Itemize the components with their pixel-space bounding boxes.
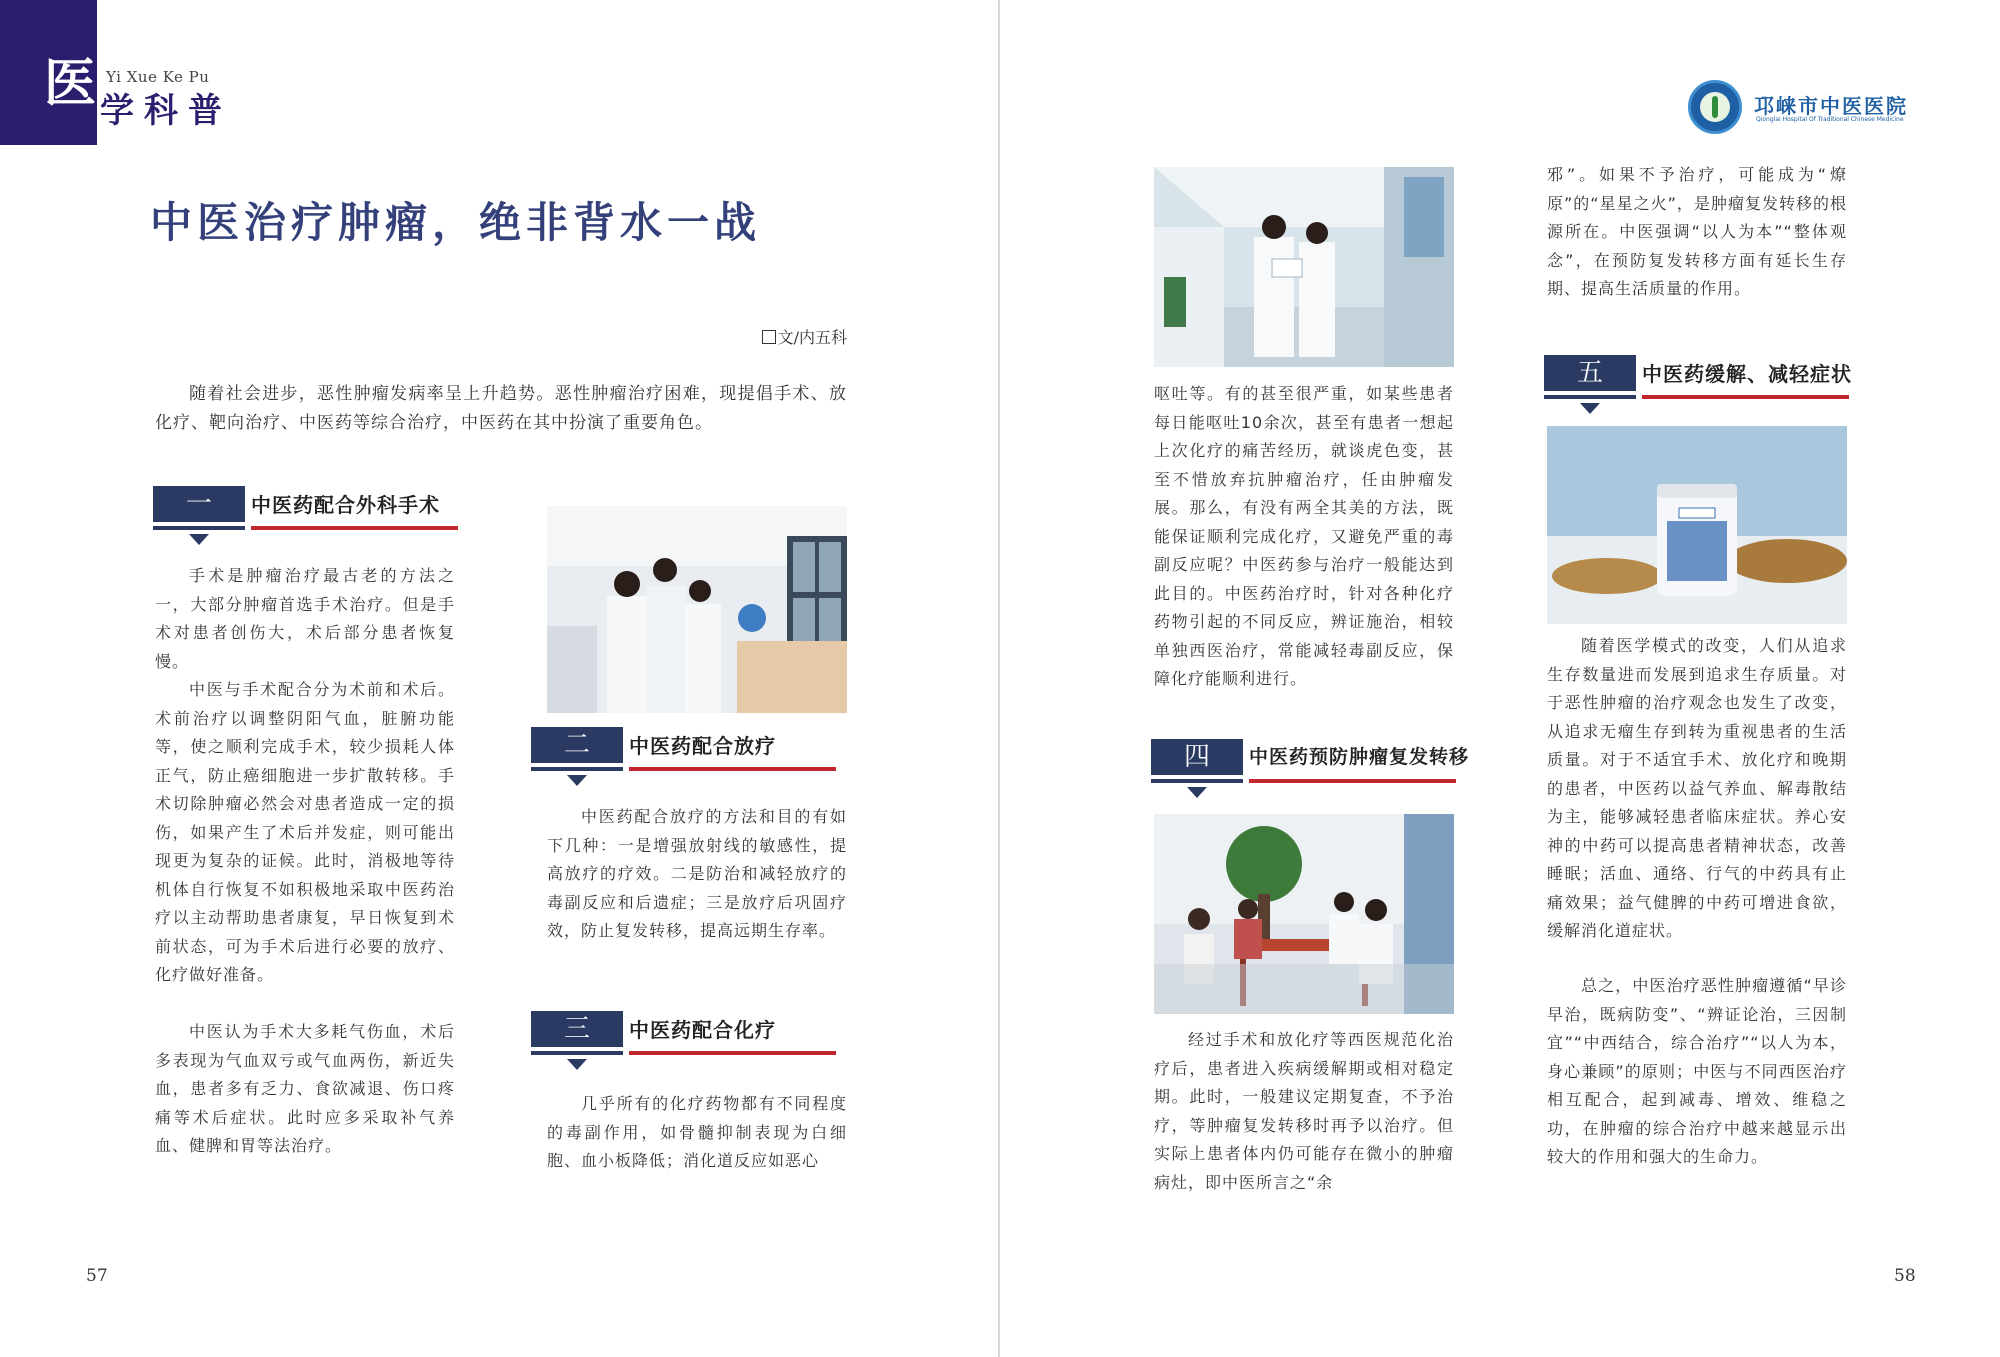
section-bar-dark xyxy=(531,1051,623,1055)
section-bar-dark xyxy=(153,526,245,530)
photo-doctors-xray xyxy=(547,506,847,713)
intro-paragraph: 随着社会进步，恶性肿瘤发病率呈上升趋势。恶性肿瘤治疗困难，现提倡手术、放化疗、靶向治疗、中医药等综合治疗，中医药在其中扮演了重要角色。 xyxy=(155,384,847,433)
section-heading-5 xyxy=(1544,355,1852,417)
section-heading-3 xyxy=(531,1011,836,1073)
article-title: 中医治疗肿瘤，绝非背水一战 xyxy=(150,198,762,247)
page-number-right: 58 xyxy=(1894,1266,1916,1286)
byline-box-icon xyxy=(762,330,776,344)
section-3-paragraph-1: 几乎所有的化疗药物都有不同程度的毒副作用，如骨髓抑制表现为白细胞、血小板降低；消化道反应如恶心 xyxy=(547,1094,847,1170)
section-1-paragraph-2: 中医与手术配合分为术前和术后。术前治疗以调整阴阳气血，脏腑功能等，使之顺利完成手术，较少损耗人体正气，防止癌细胞进一步扩散转移。手术切除肿瘤必然会对患者造成一定的损伤，如果产生了术后并发症，则可能出现更为复杂的证候。此时，消极地等待机体自行恢复不如积极地采取中医药治疗以主动帮助患者康复，早日恢复到术前状态，可为手术后进行必要的放疗、化疗做好准备。 xyxy=(155,680,455,984)
section-heading-2 xyxy=(531,727,836,789)
section-5-paragraph-2: 总之，中医治疗恶性肿瘤遵循“早诊早治，既病防变”、“辨证论治，三因制宜”“中西结合，综合治疗”“以人为本，身心兼顾”的原则；中医与不同西医治疗相互配合，起到减毒、增效、维稳之功，在肿瘤的综合治疗中越来越显示出较大的作用和强大的生命力。 xyxy=(1547,976,1847,1166)
section-title: 中医药缓解、减轻症状 xyxy=(1642,362,1852,386)
section-bar-red xyxy=(1642,395,1849,399)
section-5-paragraph-1: 随着医学模式的改变，人们从追求生存数量进而发展到追求生存质量。对于恶性肿瘤的治疗观念也发生了改变，从追求无瘤生存到转为重视患者的生活质量。对于不适宜手术、放化疗和晚期的患者，中医药以益气养血、解毒散结为主，能够减轻患者临床症状。养心安神的中药可以提高患者精神状态，改善睡眠；活血、通络、行气的中药具有止痛效果；益气健脾的中药可增进食欲，缓解消化道症状。 xyxy=(1547,636,1847,940)
section-title: 中医药配合放疗 xyxy=(629,734,776,758)
hospital-name: 邛崃市中医医院 xyxy=(1754,94,1908,118)
section-arrow-icon xyxy=(1187,787,1207,798)
photo-herb-jar xyxy=(1547,426,1847,624)
section-title: 中医药配合化疗 xyxy=(629,1018,776,1042)
header-pinyin: Yi Xue Ke Pu xyxy=(106,68,210,86)
section-bar-dark xyxy=(1544,395,1636,399)
section-number: 一 xyxy=(153,486,245,522)
section-number: 五 xyxy=(1544,355,1636,391)
section-arrow-icon xyxy=(1580,403,1600,414)
byline xyxy=(640,325,847,348)
section-heading-1 xyxy=(153,486,458,548)
section-4-continuation: 邪”。如果不予治疗，可能成为“燎原”的“星星之火”，是肿瘤复发转移的根源所在。中医强调“以人为本”“整体观念”，在预防复发转移方面有延长生存期、提高生活质量的作用。 xyxy=(1547,165,1847,298)
section-arrow-icon xyxy=(567,775,587,786)
section-bar-dark xyxy=(531,767,623,771)
section-bar-red xyxy=(629,1051,836,1055)
section-number: 四 xyxy=(1151,739,1243,775)
section-arrow-icon xyxy=(189,534,209,545)
photo-consultation xyxy=(1154,814,1454,1014)
section-heading-4 xyxy=(1151,739,1470,801)
section-title: 中医药配合外科手术 xyxy=(251,493,440,517)
byline-text: 文/内五科 xyxy=(777,328,847,347)
section-1-paragraph-1: 手术是肿瘤治疗最古老的方法之一，大部分肿瘤首选手术治疗。但是手术对患者创伤大，术后部分患者恢复慢。 xyxy=(155,566,455,671)
section-1-paragraph-3: 中医认为手术大多耗气伤血，术后多表现为气血双亏或气血两伤，新近失血，患者多有乏力、食欲减退、伤口疼痛等术后症状。此时应多采取补气养血、健脾和胃等法治疗。 xyxy=(155,1022,455,1155)
section-number: 三 xyxy=(531,1011,623,1047)
section-4-paragraph-1: 经过手术和放化疗等西医规范化治疗后，患者进入疾病缓解期或相对稳定期。此时，一般建议定期复查，不予治疗，等肿瘤复发转移时再予以治疗。但实际上患者体内仍可能存在微小的肿瘤病灶，即中医所言之“余 xyxy=(1154,1030,1454,1192)
logo-leaf-icon xyxy=(1712,96,1718,118)
hospital-name-english: Qionglai Hospital Of Traditional Chinese Medicine xyxy=(1756,116,1904,123)
logo-inner-disc xyxy=(1700,92,1730,122)
left-page xyxy=(0,0,998,1357)
hospital-logo-icon xyxy=(1688,80,1742,134)
section-title: 中医药预防肿瘤复发转移 xyxy=(1249,746,1470,768)
section-bar-red xyxy=(629,767,836,771)
section-2-paragraph-1: 中医药配合放疗的方法和目的有如下几种：一是增强放射线的敏感性，提高放疗的疗效。二是防治和减轻放疗的毒副反应和后遗症；三是放疗后巩固疗效，防止复发转移，提高远期生存率。 xyxy=(547,807,847,940)
section-bar-red xyxy=(251,526,458,530)
section-bar-dark xyxy=(1151,779,1243,783)
page-number-left: 57 xyxy=(86,1266,108,1286)
header-big-char: 医 xyxy=(44,53,97,114)
section-3-continuation: 呕吐等。有的甚至很严重，如某些患者每日能呕吐10余次，甚至有患者一想起上次化疗的痛苦经历，就谈虎色变，甚至不惜放弃抗肿瘤治疗，任由肿瘤发展。那么，有没有两全其美的方法，既能保证顺利完成化疗，又避免严重的毒副反应呢？中医药参与治疗一般能达到此目的。中医药治疗时，针对各种化疗药物引起的不同反应，辨证施治，相较单独西医治疗，常能减轻毒副反应，保障化疗能顺利进行。 xyxy=(1154,384,1454,688)
photo-doctors-corridor xyxy=(1154,167,1454,367)
header-title-rest: 学科普 xyxy=(100,91,232,131)
section-number: 二 xyxy=(531,727,623,763)
right-page xyxy=(1000,0,2000,1357)
section-arrow-icon xyxy=(567,1059,587,1070)
section-bar-red xyxy=(1249,779,1456,783)
